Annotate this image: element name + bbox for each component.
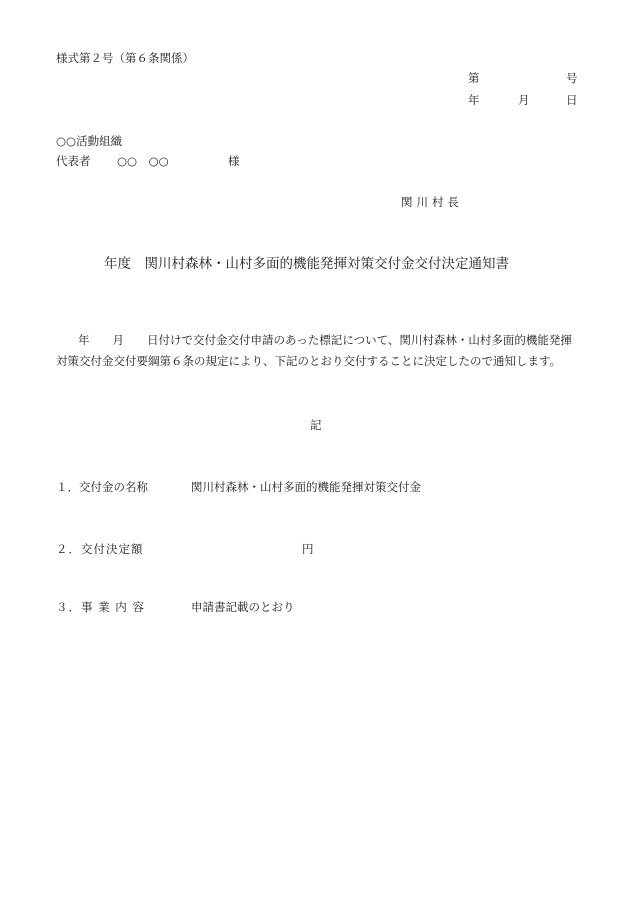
date-day-label: 日 (566, 93, 578, 107)
item-project-content-value: 申請書記載のとおり (191, 600, 295, 614)
item-grant-amount-unit: 円 (302, 542, 314, 556)
date-month-label: 月 (518, 93, 530, 107)
recipient-honorific: 様 (228, 154, 240, 168)
body-paragraph: 年 月 日付けで交付金交付申請のあった標記について、関川村森林・山村多面的機能発揮対策交付金交付要綱第６条の規定により、下記のとおり交付することに決定したので通知します。 (56, 332, 572, 368)
date-year-label: 年 (468, 93, 480, 107)
item-grant-name-label: １．交付金の名称 (56, 480, 148, 494)
doc-number-label: 第 (468, 71, 480, 85)
item-grant-name-value: 関川村森林・山村多面的機能発揮対策交付金 (191, 480, 421, 494)
doc-number-suffix: 号 (566, 71, 578, 85)
document-title: 年度 関川村森林・山村多面的機能発揮対策交付金交付決定通知書 (104, 256, 509, 272)
ki-heading: 記 (310, 418, 322, 432)
item-project-content-label: ３．事 業 内 容 (56, 600, 145, 614)
recipient-representative-label: 代表者 (56, 154, 91, 168)
recipient-organization: ○○活動組織 (56, 134, 123, 148)
item-grant-amount-label: ２．交付決定額 (56, 542, 144, 556)
form-number: 様式第２号（第６条関係） (56, 51, 194, 65)
recipient-representative-name: ○○ ○○ (117, 154, 169, 168)
sender-name: 関川村長 (401, 195, 463, 209)
